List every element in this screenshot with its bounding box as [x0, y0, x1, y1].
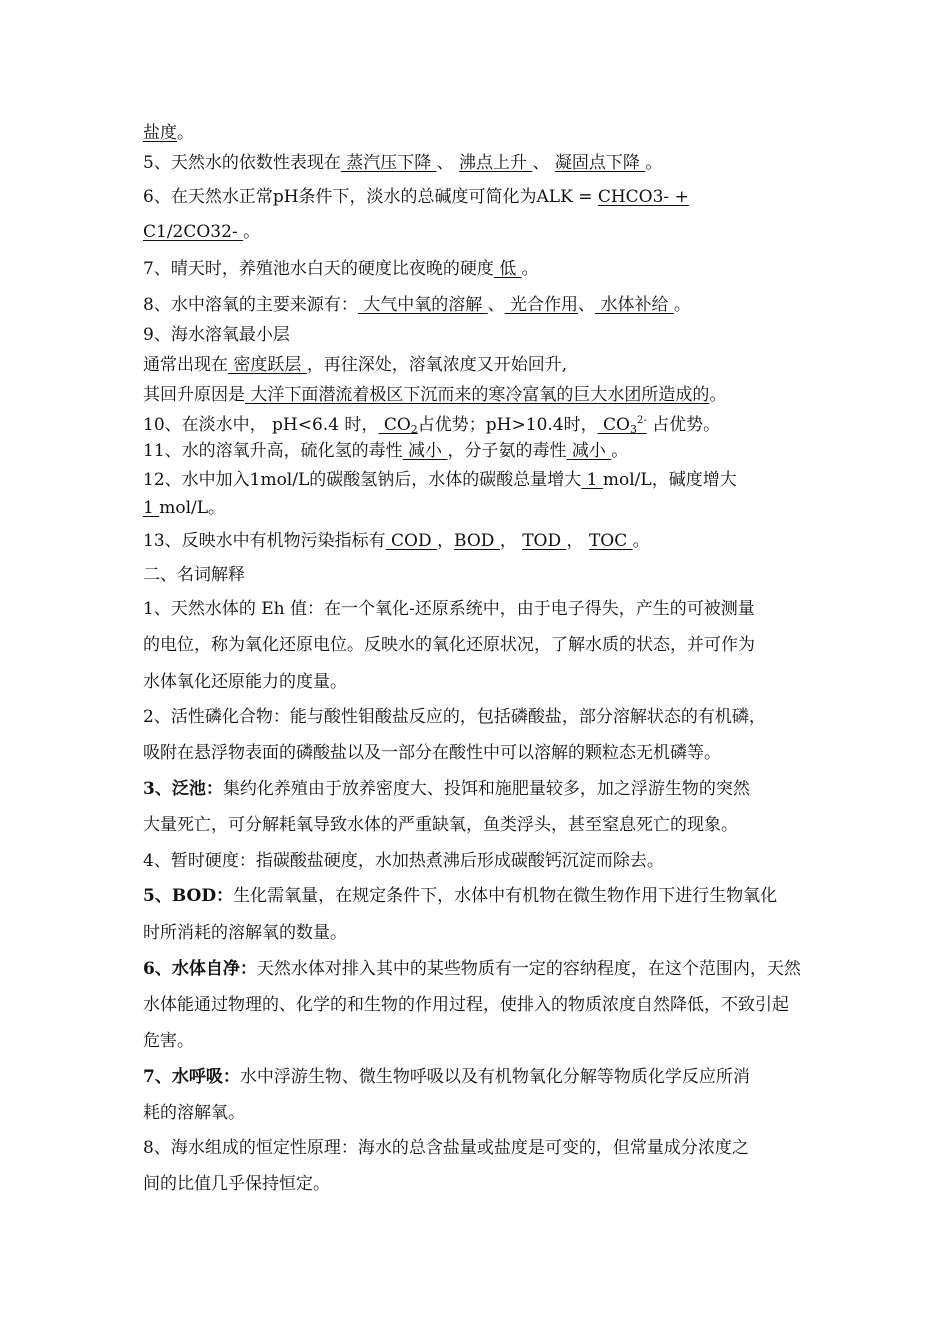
blank-answer: 沸点上升: [459, 153, 533, 173]
blank-answer: 低: [493, 259, 522, 279]
blank-answer: 凝固点下降: [554, 153, 646, 173]
blank-answer: C1/2CO32-: [143, 222, 244, 242]
question-9-cont: 通常出现在 密度跃层 ，再往深处，溶氧浓度又开始回升,: [143, 355, 568, 375]
term-3: 3、泛池：集约化养殖由于放养密度大、投饵和施肥量较多，加之浮游生物的突然: [143, 779, 750, 799]
term-4: 4、暂时硬度：指碳酸盐硬度，水加热煮沸后形成碳酸钙沉淀而除去。: [143, 851, 664, 871]
section-heading: 二、名词解释: [143, 565, 245, 585]
question-12: 12、水中加入1mol/L的碳酸氢钠后，水体的碳酸总量增大 1 mol/L，碱度增大: [143, 470, 737, 490]
blank-answer: TOC: [588, 531, 633, 551]
blank-answer: 减小: [566, 441, 612, 461]
question-8: 8、水中溶氧的主要来源有： 大气中氧的溶解 、 光合作用、 水体补给 。: [143, 295, 691, 315]
term-6-cont2: 危害。: [143, 1031, 194, 1051]
blank-answer: $CO_3^{2-}$: [597, 415, 647, 436]
blank-answer: TOD: [522, 531, 567, 551]
blank-answer: 光合作用: [504, 295, 579, 315]
term-1: 1、天然水体的 Eh 值：在一个氧化-还原系统中，由于电子得失，产生的可被测量: [143, 599, 755, 619]
term-2-cont: 吸附在悬浮物表面的磷酸盐以及一部分在酸性中可以溶解的颗粒态无机磷等。: [143, 743, 721, 763]
term-5-cont: 时所消耗的溶解氧的数量。: [143, 923, 347, 943]
term-2: 2、活性磷化合物：能与酸性钼酸盐反应的，包括磷酸盐，部分溶解状态的有机磷，: [143, 707, 766, 727]
term-3-cont: 大量死亡，可分解耗氧导致水体的严重缺氧，鱼类浮头，甚至窒息死亡的现象。: [143, 815, 738, 835]
term-1-cont2: 水体氧化还原能力的度量。: [143, 672, 347, 692]
blank-answer: $CO_2$: [378, 415, 418, 436]
term-7: 7、水呼吸：水中浮游生物、微生物呼吸以及有机物氧化分解等物质化学反应所消: [143, 1067, 750, 1087]
term-8-cont: 间的比值几乎保持恒定。: [143, 1174, 330, 1194]
blank-answer: 盐度: [143, 123, 177, 143]
blank-answer: 密度跃层: [228, 355, 307, 375]
term-label: 5、BOD：: [143, 886, 234, 906]
term-label: 6、水体自净：: [143, 959, 257, 979]
blank-answer: 1: [581, 470, 603, 490]
blank-answer: 大气中氧的溶解: [357, 295, 488, 315]
term-6-cont: 水体能通过物理的、化学的和生物的作用过程，使排入的物质浓度自然降低，不致引起: [143, 995, 789, 1015]
question-11: 11、水的溶氧升高，硫化氢的毒性 减小 ，分子氨的毒性 减小 。: [143, 441, 629, 461]
question-12-cont: 1 mol/L。: [143, 498, 226, 518]
line-salinity: 盐度。: [143, 123, 194, 143]
term-1-cont: 的电位，称为氧化还原电位。反映水的氧化还原状况，了解水质的状态，并可作为: [143, 635, 755, 655]
question-6: 6、在天然水正常pH条件下，淡水的总碱度可简化为ALK = CHCO3- +: [143, 187, 689, 207]
blank-answer: 水体补给: [595, 295, 674, 315]
blank-answer: COD: [385, 531, 438, 551]
term-label: 3、泛池：: [143, 779, 223, 799]
blank-answer: 大洋下面潜流着极区下沉而来的寒冷富氧的巨大水团所造成的: [245, 385, 710, 405]
question-9: 9、海水溶氧最小层: [143, 325, 290, 345]
term-7-cont: 耗的溶解氧。: [143, 1103, 245, 1123]
term-5: 5、BOD：生化需氧量，在规定条件下，水体中有机物在微生物作用下进行生物氧化: [143, 886, 778, 906]
blank-answer: 蒸汽压下降: [340, 153, 437, 173]
blank-answer: 1: [143, 498, 160, 518]
question-13: 13、反映水中有机物污染指标有 COD ，BOD ， TOD ， TOC 。: [143, 531, 650, 551]
question-9-cont2: 其回升原因是 大洋下面潜流着极区下沉而来的寒冷富氧的巨大水团所造成的。: [143, 385, 727, 405]
question-7: 7、晴天时，养殖池水白天的硬度比夜晚的硬度 低 。: [143, 259, 539, 279]
term-8: 8、海水组成的恒定性原理：海水的总含盐量或盐度是可变的，但常量成分浓度之: [143, 1138, 749, 1158]
question-6-cont: C1/2CO32- 。: [143, 222, 261, 242]
question-5: 5、天然水的依数性表现在 蒸汽压下降 、 沸点上升 、 凝固点下降 。: [143, 153, 663, 173]
term-label: 7、水呼吸：: [143, 1067, 240, 1087]
question-10: 10、在淡水中， pH<6.4 时， $CO_2$占优势；pH>10.4时， $CO_3^{2-}$ 占优势。: [143, 415, 721, 436]
term-6: 6、水体自净：天然水体对排入其中的某些物质有一定的容纳程度，在这个范围内，天然: [143, 959, 801, 979]
blank-answer: BOD: [454, 531, 500, 551]
blank-answer: 减小: [402, 441, 448, 461]
blank-answer: CHCO3- +: [597, 187, 689, 207]
